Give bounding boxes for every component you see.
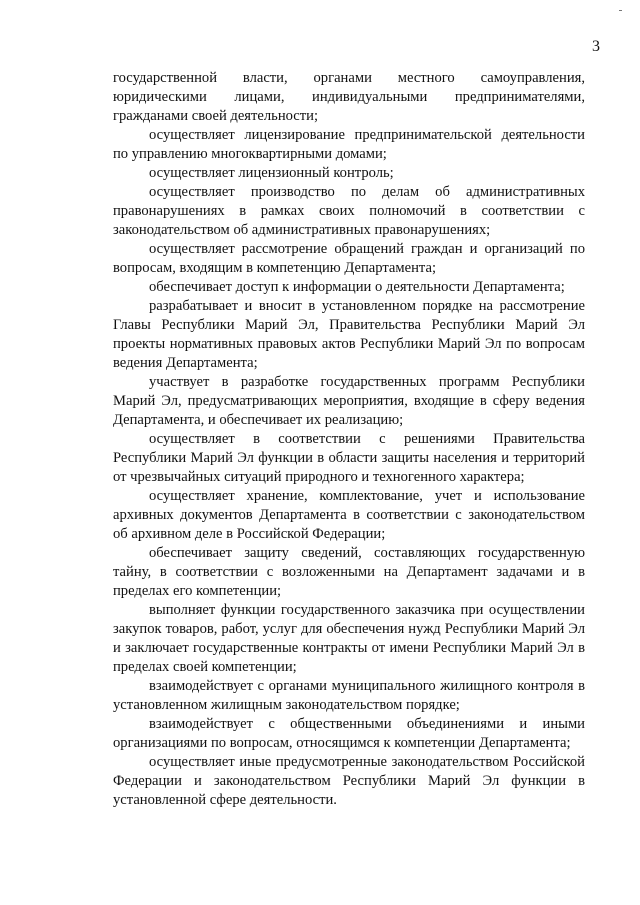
document-body — [113, 69, 585, 810]
paragraph: участвует в разработке государственных программ Республики Марий Эл, предусматривающих мероприятия, входящие в сферу ведения Департамента, и обеспечивает их реализацию; — [113, 374, 585, 428]
paragraph: государственной власти, органами местного самоуправления, юридическими лицами, индивидуальными предпринимателями, гражданами своей деятельности; — [113, 70, 585, 124]
paragraph: взаимодействует с общественными объединениями и иными организациями по вопросам, относящимся к компетенции Департамента; — [113, 716, 585, 751]
paragraph: осуществляет иные предусмотренные законодательством Российской Федерации и законодательством Республики Марий Эл функции в установленной сфере деятельности. — [113, 754, 585, 808]
paragraph: осуществляет рассмотрение обращений граждан и организаций по вопросам, входящим в компетенцию Департамента; — [113, 241, 585, 276]
scan-mark — [619, 10, 622, 11]
paragraph: осуществляет в соответствии с решениями Правительства Республики Марий Эл функции в области защиты населения и территорий от чрезвычайных ситуаций природного и техногенного характера; — [113, 431, 585, 485]
paragraph: осуществляет лицензирование предпринимательской деятельности по управлению многоквартирными домами; — [113, 127, 585, 162]
paragraph: взаимодействует с органами муниципального жилищного контроля в установленном жилищным законодательством порядке; — [113, 678, 585, 713]
paragraph: осуществляет хранение, комплектование, учет и использование архивных документов Департамента в соответствии с законодательством об архивном деле в Российской Федерации; — [113, 488, 585, 542]
paragraph: обеспечивает доступ к информации о деятельности Департамента; — [149, 279, 565, 295]
paragraph: разрабатывает и вносит в установленном порядке на рассмотрение Главы Республики Марий Эл, Правительства Республики Марий Эл проекты нормативных правовых актов Республики Марий Эл по вопросам ведения Департамента; — [113, 298, 585, 371]
paragraph: выполняет функции государственного заказчика при осуществлении закупок товаров, работ, услуг для обеспечения нужд Республики Марий Эл и заключает государственные контракты от имени Республики Марий Эл в пределах своей компетенции; — [113, 602, 585, 675]
page-number: 3 — [592, 38, 600, 55]
paragraph: осуществляет производство по делам об административных правонарушениях в рамках своих полномочий в соответствии с законодательством об административных правонарушениях; — [113, 184, 585, 238]
paragraph: обеспечивает защиту сведений, составляющих государственную тайну, в соответствии с возложенными на Департамент задачами и в пределах его компетенции; — [113, 545, 585, 599]
paragraph: осуществляет лицензионный контроль; — [149, 165, 394, 181]
